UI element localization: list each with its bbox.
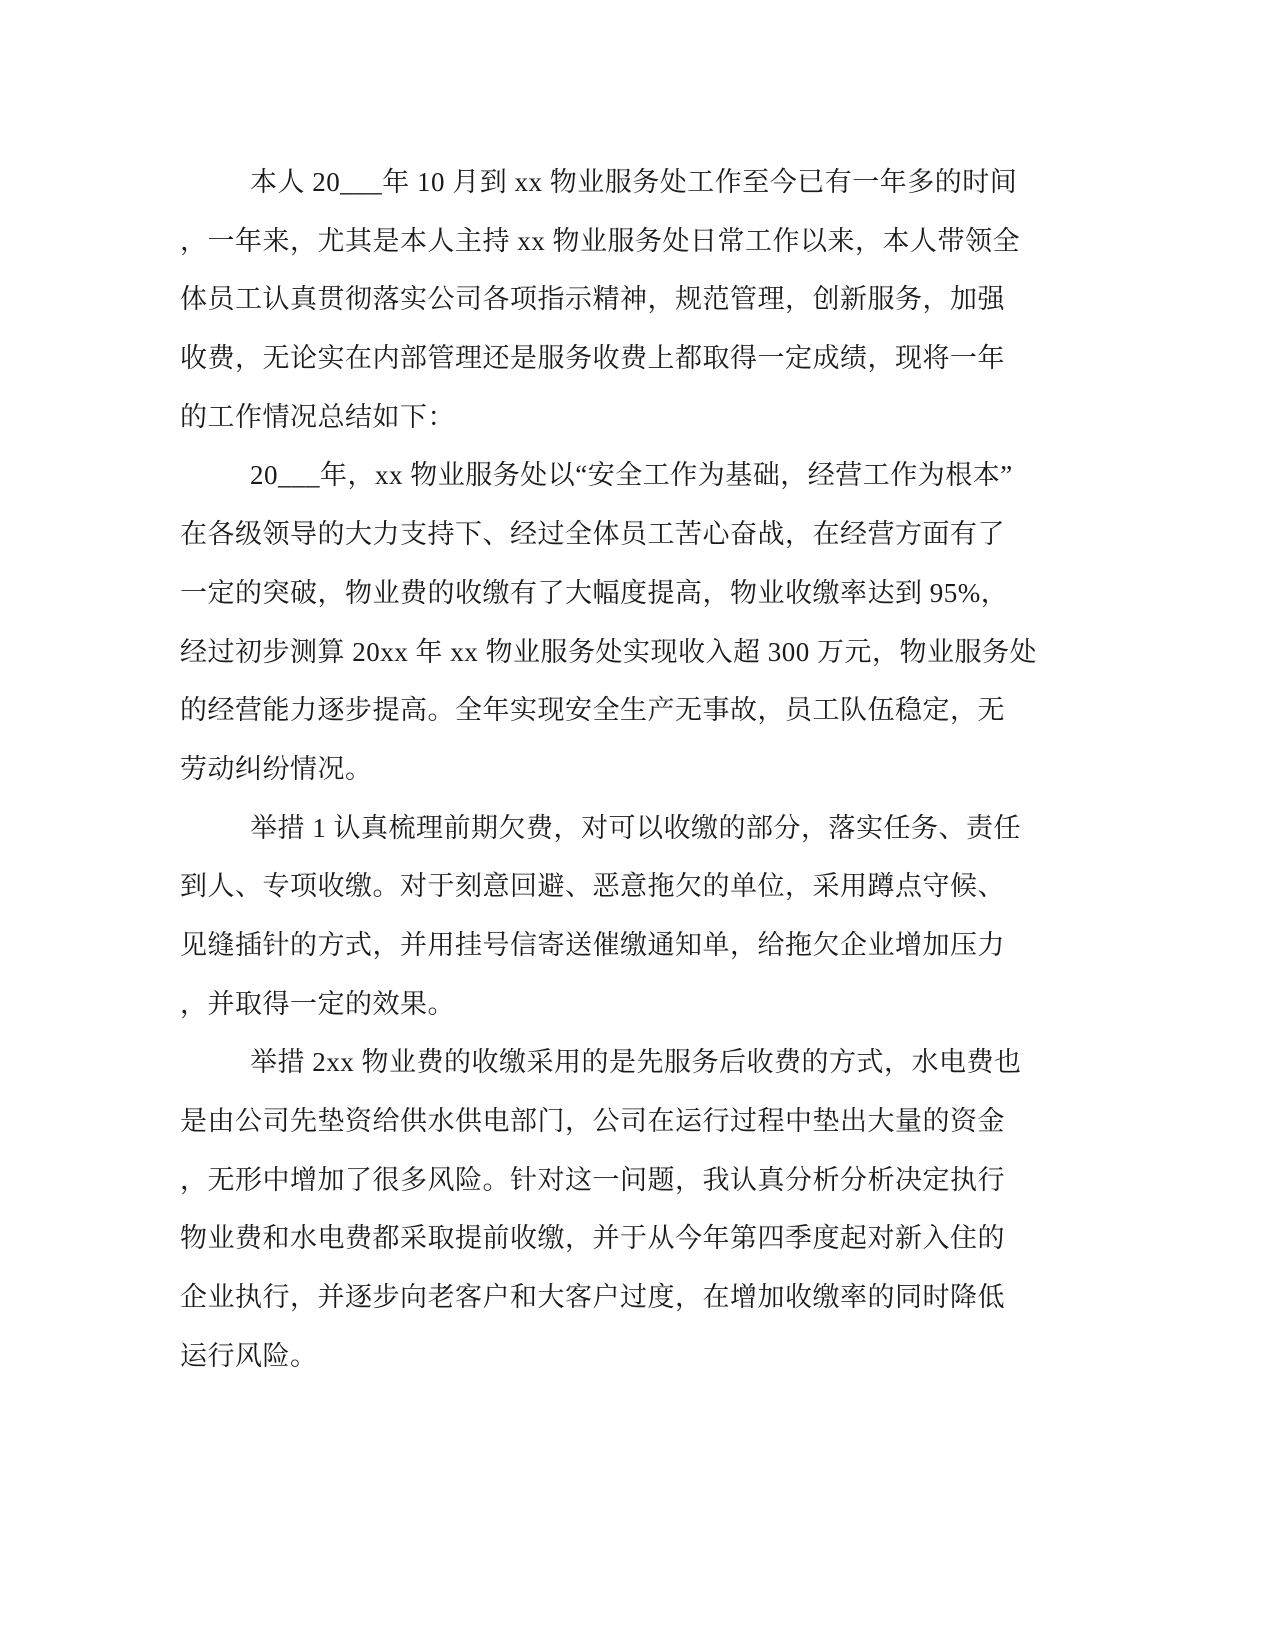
text-line: 物业费和水电费都采取提前收缴，并于从今年第四季度起对新入住的 bbox=[180, 1223, 1005, 1254]
text-line: ，一年来，尤其是本人主持 xx 物业服务处日常工作以来，本人带领全 bbox=[180, 225, 1020, 256]
text-line: 企业执行，并逐步向老客户和大客户过度，在增加收缴率的同时降低 bbox=[180, 1282, 1005, 1313]
text-line: 20___年，xx 物业服务处以“安全工作为基础，经营工作为根本” bbox=[250, 460, 1013, 491]
text-line: 见缝插针的方式，并用挂号信寄送催缴通知单，给拖欠企业增加压力 bbox=[180, 929, 1005, 960]
text-line: 体员工认真贯彻落实公司各项指示精神，规范管理，创新服务，加强 bbox=[180, 284, 1005, 315]
text-line: 的经营能力逐步提高。全年实现安全生产无事故，员工队伍稳定，无 bbox=[180, 695, 1005, 726]
text-line: 本人 20___年 10 月到 xx 物业服务处工作至今已有一年多的时间 bbox=[250, 167, 1018, 197]
paragraph-2 bbox=[180, 446, 1060, 798]
text-line: 是由公司先垫资给供水供电部门，公司在运行过程中垫出大量的资金 bbox=[180, 1106, 1005, 1136]
text-line: 经过初步测算 20xx 年 xx 物业服务处实现收入超 300 万元，物业服务处 bbox=[180, 636, 1037, 667]
text-line: 的工作情况总结如下： bbox=[180, 401, 455, 432]
text-line: 在各级领导的大力支持下、经过全体员工苦心奋战，在经营方面有了 bbox=[180, 519, 1005, 550]
text-line: ，并取得一定的效果。 bbox=[180, 988, 455, 1019]
paragraph-4 bbox=[180, 1033, 1060, 1385]
text-line: 到人、专项收缴。对于刻意回避、恶意拖欠的单位，采用蹲点守候、 bbox=[180, 871, 1005, 902]
text-line: 劳动纠纷情况。 bbox=[180, 753, 373, 784]
text-line: 举措 1 认真梳理前期欠费，对可以收缴的部分，落实任务、责任 bbox=[250, 812, 1021, 843]
text-line: 举措 2xx 物业费的收缴采用的是先服务后收费的方式，水电费也 bbox=[250, 1047, 1022, 1078]
text-line: 运行风险。 bbox=[180, 1340, 318, 1371]
document-body bbox=[180, 153, 1060, 1385]
paragraph-1 bbox=[180, 153, 1060, 446]
paragraph-3 bbox=[180, 799, 1060, 1034]
text-line: 收费，无论实在内部管理还是服务收费上都取得一定成绩，现将一年 bbox=[180, 343, 1005, 374]
text-line: 一定的突破，物业费的收缴有了大幅度提高，物业收缴率达到 95%， bbox=[180, 577, 1009, 608]
text-line: ，无形中增加了很多风险。针对这一问题，我认真分析分析决定执行 bbox=[180, 1164, 1005, 1195]
